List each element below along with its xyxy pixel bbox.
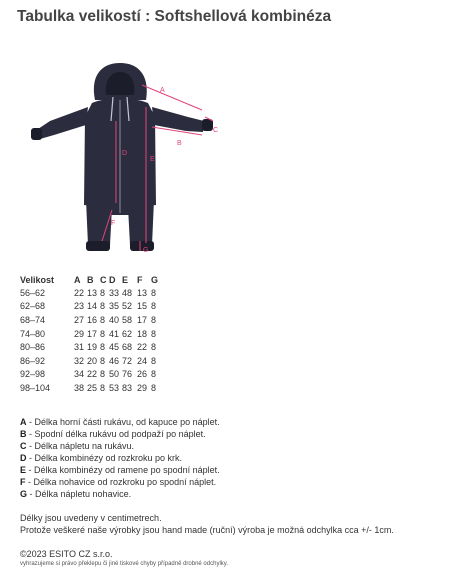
legend-text: - Spodní délka rukávu od podpaží po náplet. [26, 429, 206, 439]
legend-text: - Délka nápletu na rukávu. [26, 441, 135, 451]
cell: 72 [122, 355, 133, 366]
cell: 8 [151, 342, 157, 353]
cell: 32 [74, 355, 85, 366]
cell: 8 [100, 355, 106, 366]
cell-size: 80–86 [20, 342, 46, 353]
cell-size: 68–74 [20, 314, 46, 325]
cell: 8 [100, 342, 106, 353]
header-c: C [100, 274, 107, 285]
size-table [20, 273, 160, 395]
cell: 16 [87, 314, 98, 325]
measure-a-line [142, 85, 202, 110]
legend-text: - Délka nápletu nohavice. [27, 489, 132, 499]
cell: 22 [87, 369, 98, 380]
label-d: D [122, 150, 128, 157]
cell: 22 [137, 342, 148, 353]
cell: 8 [151, 314, 157, 325]
legend-key: G [20, 489, 28, 499]
cell: 17 [137, 314, 148, 325]
legend-text: - Délka horní části rukávu, od kapuce po náplet. [26, 417, 220, 427]
cell: 24 [137, 355, 148, 366]
label-g: G [143, 247, 149, 254]
cell-size: 62–68 [20, 301, 46, 312]
overall-garment [31, 63, 213, 251]
cell: 8 [151, 328, 157, 339]
cell: 15 [137, 301, 148, 312]
cell-size: 56–62 [20, 287, 46, 298]
cell: 8 [151, 369, 157, 380]
cell: 8 [100, 369, 106, 380]
legend-item [20, 476, 220, 488]
cell: 38 [74, 382, 85, 393]
table-row [20, 313, 160, 327]
cell: 35 [109, 301, 120, 312]
softshell-overall-diagram [10, 55, 235, 265]
cell: 8 [100, 287, 106, 298]
cell: 31 [74, 342, 85, 353]
cell: 58 [122, 314, 133, 325]
label-e: E [150, 156, 155, 163]
cell: 25 [87, 382, 98, 393]
legend-key: D [20, 453, 27, 463]
header-f: F [137, 274, 143, 285]
copyright: ©2023 ESITO CZ s.r.o. [20, 549, 113, 559]
cell: 46 [109, 355, 120, 366]
legend-key: A [20, 417, 27, 427]
legend-key: F [20, 477, 26, 487]
cell: 45 [109, 342, 120, 353]
label-c: C [213, 127, 219, 134]
table-row [20, 368, 160, 382]
cell: 8 [100, 301, 106, 312]
cell: 53 [109, 382, 120, 393]
label-b: B [177, 140, 182, 147]
cell: 8 [100, 328, 106, 339]
cell: 13 [137, 287, 148, 298]
header-b: B [87, 274, 94, 285]
header-size: Velikost [20, 274, 55, 285]
header-a: A [74, 274, 81, 285]
legend-text: - Délka kombinézy od rozkroku po krk. [26, 453, 183, 463]
label-f: F [111, 220, 116, 227]
label-a: A [160, 87, 165, 94]
cell: 8 [151, 382, 157, 393]
cell: 29 [137, 382, 148, 393]
cell: 26 [137, 369, 148, 380]
legend-key: B [20, 429, 27, 439]
measurement-legend [20, 416, 220, 500]
legend-item [20, 452, 220, 464]
legend-item [20, 428, 220, 440]
legend-item [20, 440, 220, 452]
tolerance-note-line: Protože veškeré naše výrobky jsou hand made (ruční) výroba je možná odchylka cca +/- 1cm. [20, 525, 394, 535]
cell: 34 [74, 369, 85, 380]
legend-item [20, 488, 220, 500]
cell: 52 [122, 301, 133, 312]
header-d: D [109, 274, 116, 285]
cell: 22 [74, 287, 85, 298]
cell: 68 [122, 342, 133, 353]
cell: 76 [122, 369, 133, 380]
cell: 8 [151, 301, 157, 312]
cell: 17 [87, 328, 98, 339]
cell: 83 [122, 382, 133, 393]
cell: 41 [109, 328, 120, 339]
legend-item [20, 464, 220, 476]
units-note-line: Délky jsou uvedeny v centimetrech. [20, 513, 162, 523]
legend-item [20, 416, 220, 428]
cell: 23 [74, 301, 85, 312]
legend-key: C [20, 441, 27, 451]
cell: 29 [74, 328, 85, 339]
cell: 19 [87, 342, 98, 353]
page-title: Tabulka velikostí : Softshellová kombinéza [17, 8, 332, 25]
cell: 50 [109, 369, 120, 380]
cell: 13 [87, 287, 98, 298]
cell: 14 [87, 301, 98, 312]
cell-size: 92–98 [20, 369, 46, 380]
cell-size: 86–92 [20, 355, 46, 366]
cell: 8 [100, 382, 106, 393]
table-header-row [20, 273, 160, 286]
table-row [20, 354, 160, 368]
cell-size: 98–104 [20, 382, 51, 393]
legend-text: - Délka kombinézy od ramene po spodní náplet. [26, 465, 220, 475]
header-e: E [122, 274, 129, 285]
table-row [20, 286, 160, 300]
cell: 8 [151, 355, 157, 366]
cell: 62 [122, 328, 133, 339]
table-row [20, 381, 160, 395]
cell: 8 [151, 287, 157, 298]
cell: 48 [122, 287, 133, 298]
table-row [20, 300, 160, 314]
cell: 20 [87, 355, 98, 366]
cell: 33 [109, 287, 120, 298]
table-row [20, 340, 160, 354]
legend-key: E [20, 465, 27, 475]
cell: 8 [100, 314, 106, 325]
rights-disclaimer: vyhrazujeme si právo překlepu či jiné tiskové chyby případně drobné odchylky. [20, 561, 228, 567]
units-note [20, 512, 394, 536]
cell-size: 74–80 [20, 328, 46, 339]
cell: 40 [109, 314, 120, 325]
legend-text: - Délka nohavice od rozkroku po spodní náplet. [25, 477, 217, 487]
cell: 27 [74, 314, 85, 325]
cell: 18 [137, 328, 148, 339]
table-row [20, 327, 160, 341]
header-g: G [151, 274, 159, 285]
